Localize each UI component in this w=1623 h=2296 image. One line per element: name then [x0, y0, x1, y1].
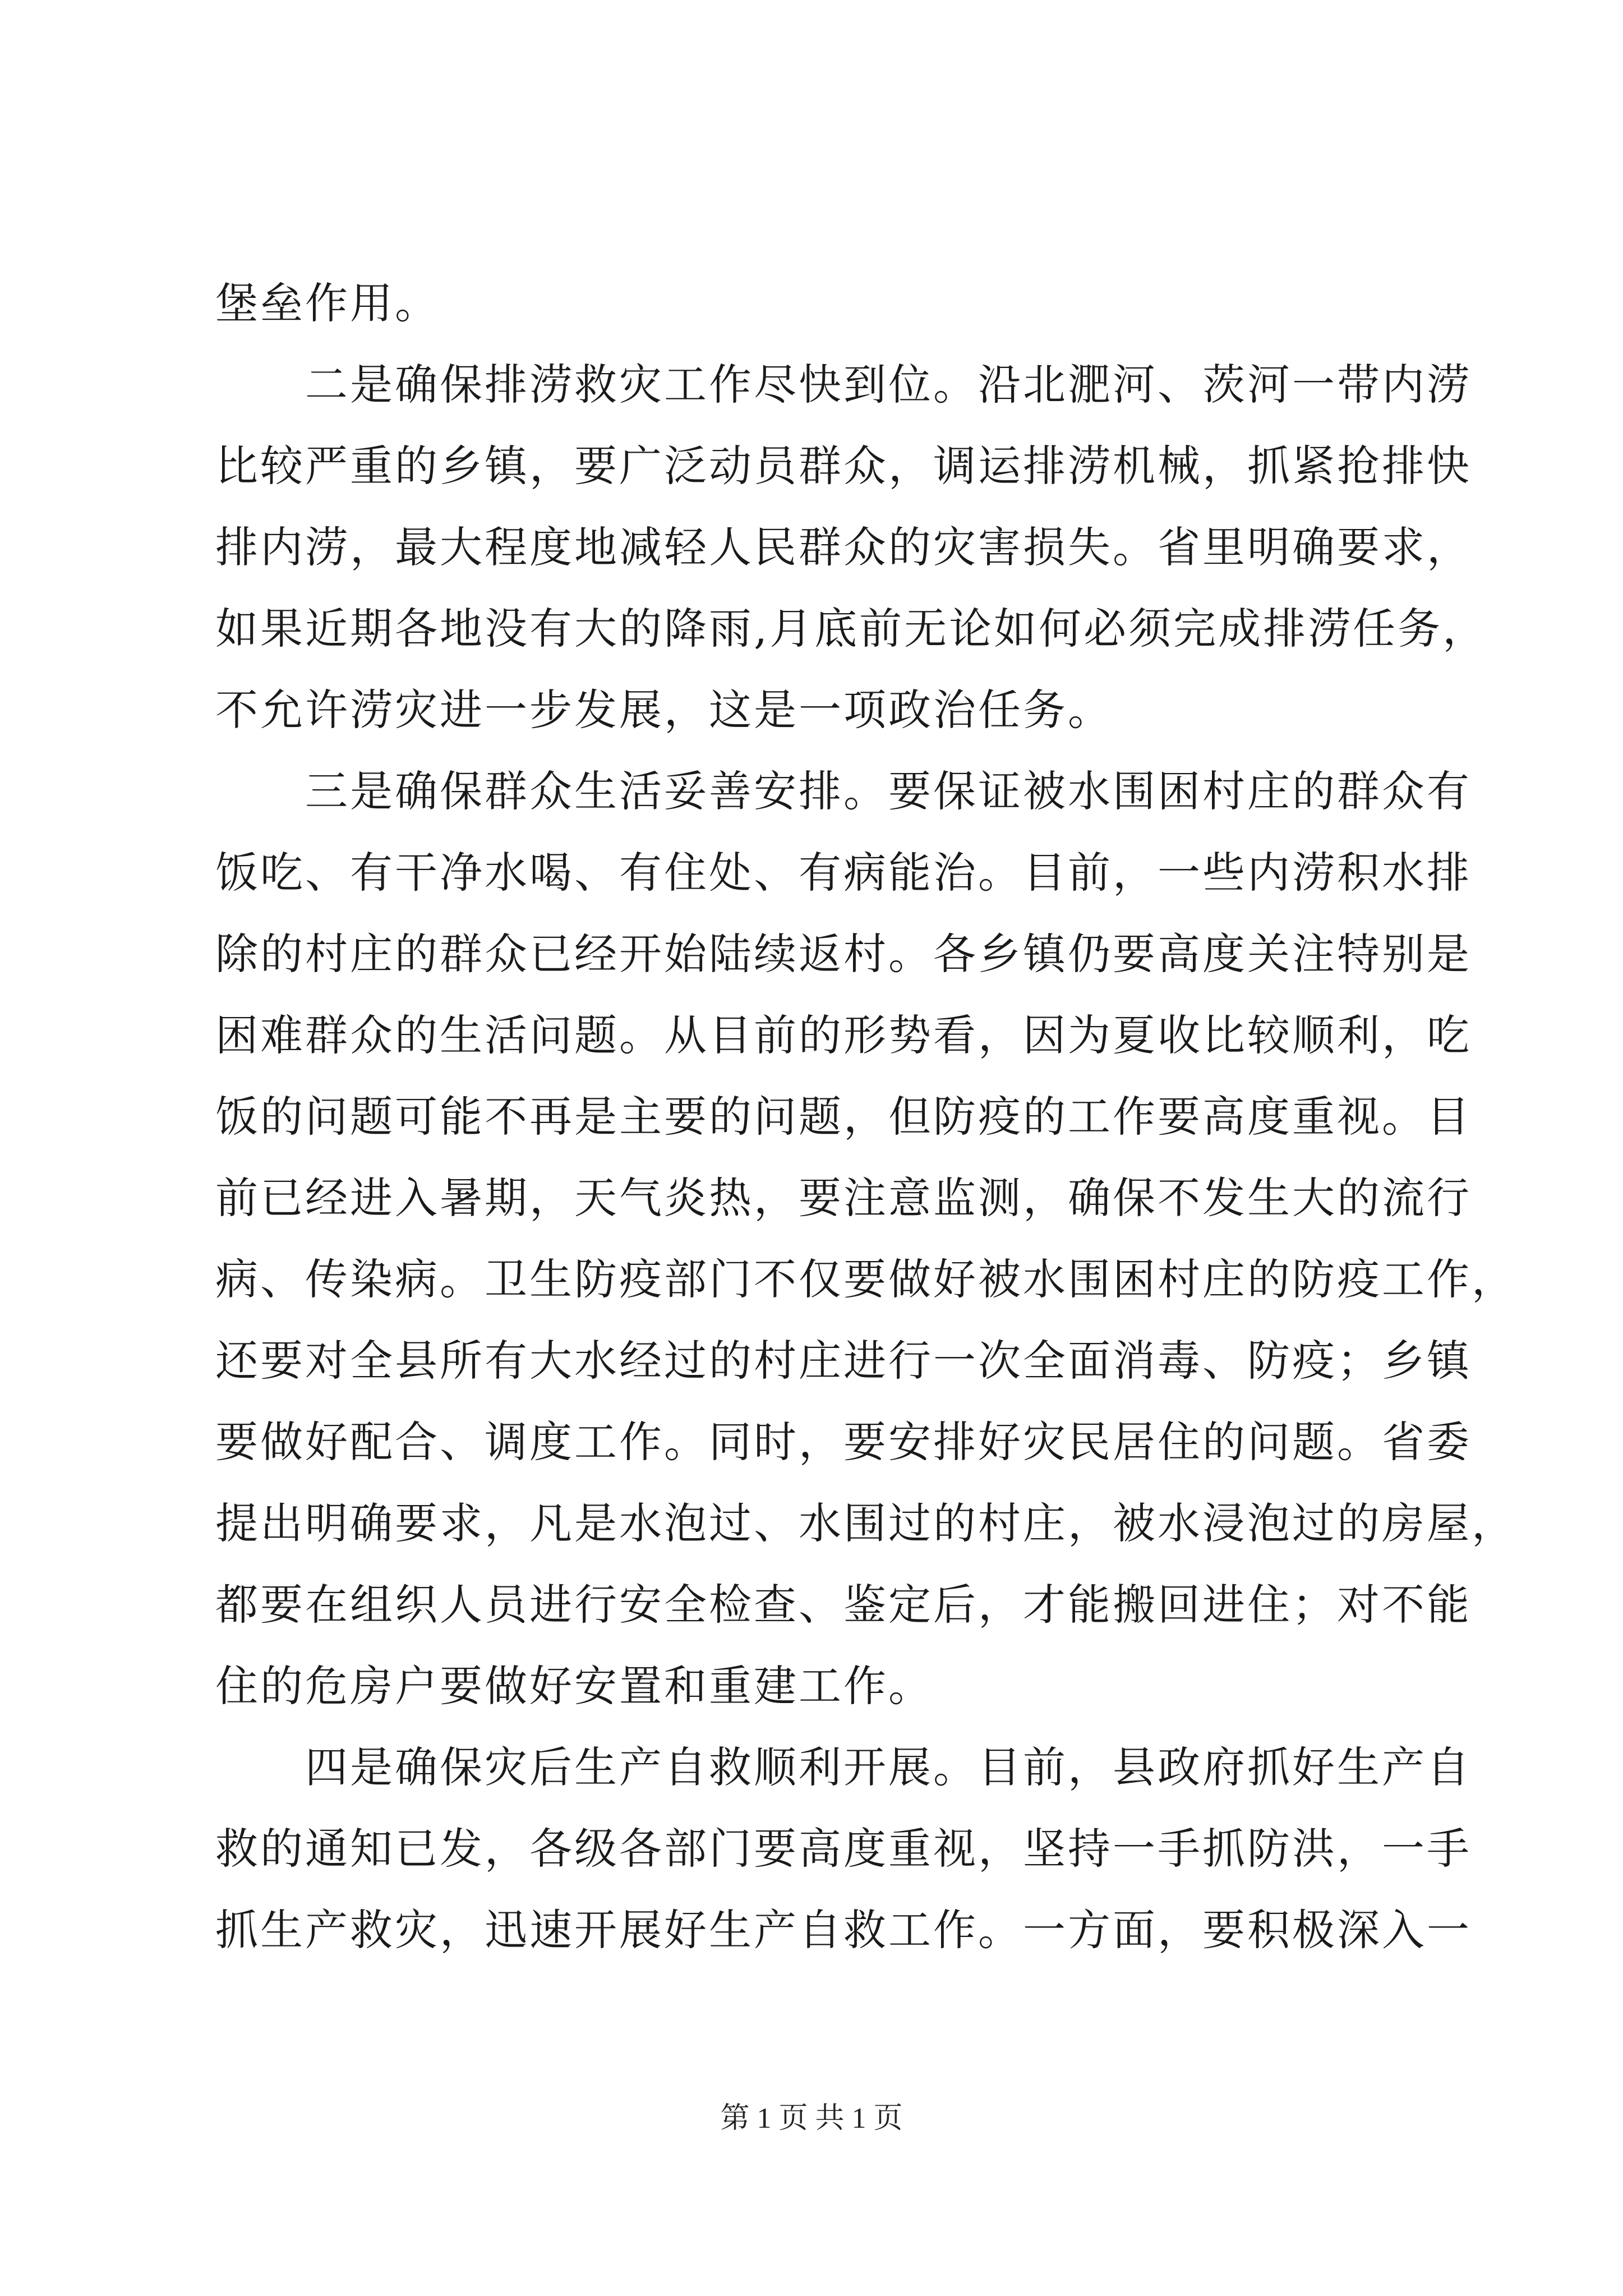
text-line: 饭吃、有干净水喝、有住处、有病能治。目前，一些内涝积水排 — [215, 848, 1472, 898]
text-line: 提出明确要求，凡是水泡过、水围过的村庄，被水浸泡过的房屋， — [215, 1498, 1516, 1548]
text-line: 比较严重的乡镇，要广泛动员群众，调运排涝机械，抓紧抢排快 — [215, 441, 1472, 491]
text-line: 饭的问题可能不再是主要的问题，但防疫的工作要高度重视。目 — [215, 1092, 1472, 1142]
text-line: 住的危房户要做好安置和重建工作。 — [215, 1661, 933, 1711]
page-footer — [0, 2101, 1623, 2137]
text-line: 困难群众的生活问题。从目前的形势看，因为夏收比较顺利，吃 — [215, 1010, 1472, 1060]
text-line: 还要对全县所有大水经过的村庄进行一次全面消毒、防疫；乡镇 — [215, 1336, 1472, 1386]
document-body — [215, 263, 1516, 1971]
text-line: 四是确保灾后生产自救顺利开展。目前，县政府抓好生产自 — [215, 1742, 1472, 1792]
text-line: 排内涝，最大程度地减轻人民群众的灾害损失。省里明确要求， — [215, 522, 1472, 572]
page-number-label: 第 1 页 共 1 页 — [720, 2102, 903, 2134]
text-line: 病、传染病。卫生防疫部门不仅要做好被水围困村庄的防疫工作， — [215, 1254, 1516, 1304]
text-line: 三是确保群众生活妥善安排。要保证被水围困村庄的群众有 — [215, 766, 1472, 816]
text-line: 如果近期各地没有大的降雨,月底前无论如何必须完成排涝任务， — [215, 604, 1488, 654]
text-line: 要做好配合、调度工作。同时，要安排好灾民居住的问题。省委 — [215, 1417, 1472, 1467]
text-line: 都要在组织人员进行安全检查、鉴定后，才能搬回进住；对不能 — [215, 1580, 1472, 1630]
text-line: 二是确保排涝救灾工作尽快到位。沿北淝河、茨河一带内涝 — [215, 360, 1472, 409]
text-line: 堡垒作用。 — [215, 278, 440, 328]
text-line: 除的村庄的群众已经开始陆续返村。各乡镇仍要高度关注特别是 — [215, 929, 1472, 979]
text-line: 抓生产救灾，迅速开展好生产自救工作。一方面，要积极深入一 — [215, 1905, 1472, 1955]
text-line: 前已经进入暑期，天气炎热，要注意监测，确保不发生大的流行 — [215, 1173, 1472, 1223]
text-line: 救的通知已发，各级各部门要高度重视，坚持一手抓防洪，一手 — [215, 1824, 1472, 1874]
text-line: 不允许涝灾进一步发展，这是一项政治任务。 — [215, 685, 1113, 735]
